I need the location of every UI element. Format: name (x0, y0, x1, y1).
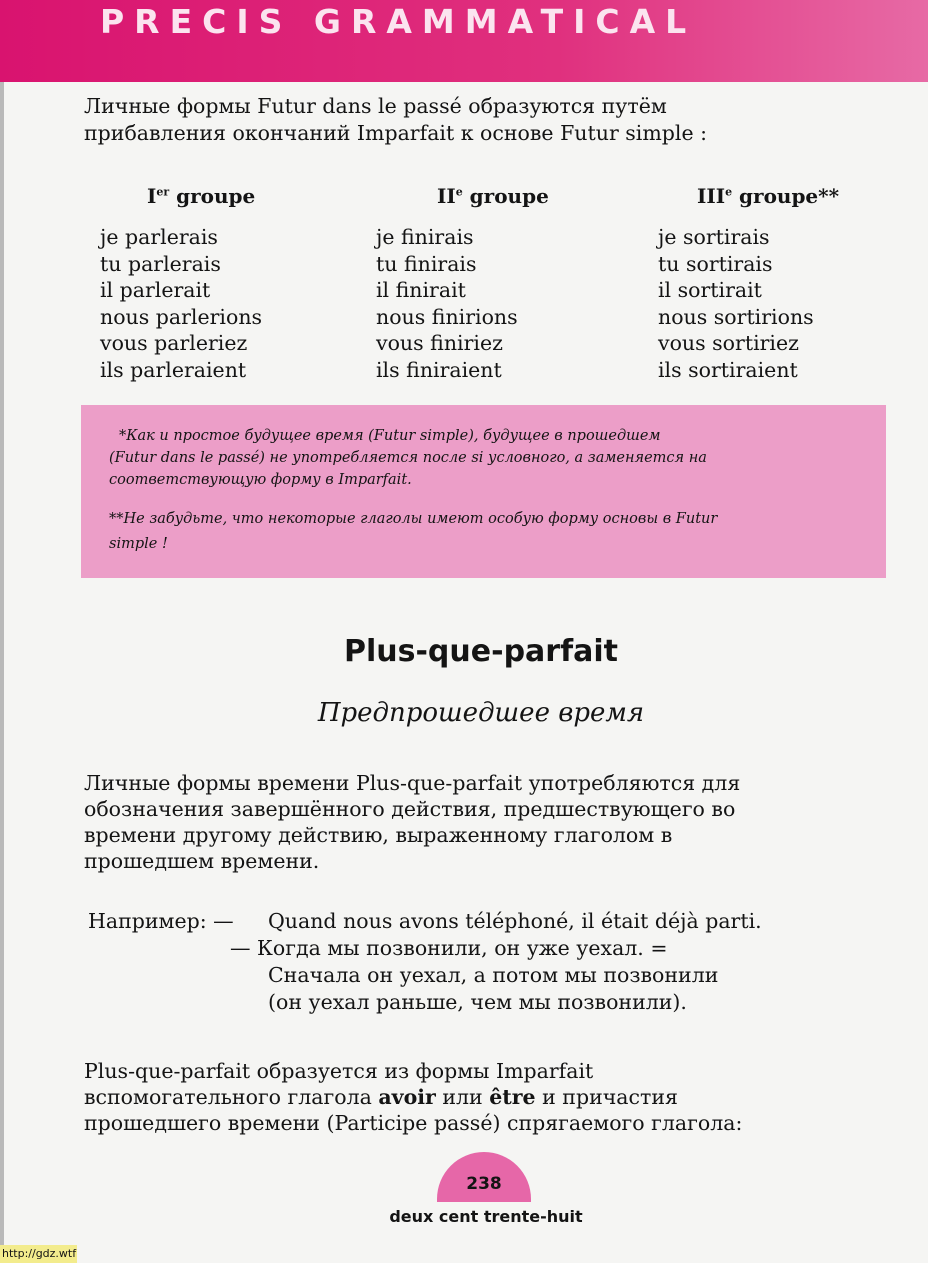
note-line: (Futur dans le passé) не употребляется после si условного, а заменяется на (109, 450, 707, 466)
paragraph-line: времени другому действию, выраженному глаголом в (84, 823, 673, 847)
section-subtitle: Предпрошедшее время (317, 698, 645, 728)
formation-line-2: вспомогательного глагола avoir или être и причастия (84, 1085, 678, 1109)
page-edge (0, 0, 4, 1245)
formation-line-1: Plus-que-parfait образуется из формы Imparfait (84, 1059, 594, 1083)
header-band (0, 0, 928, 82)
watermark-link[interactable]: http://gdz.wtf (0, 1245, 77, 1263)
note-line: *Как и простое будущее время (Futur simple), будущее в прошедшем (119, 428, 661, 444)
paragraph-line: Личные формы времени Plus-que-parfait употребляются для (84, 771, 741, 795)
example-label: Например: — (88, 909, 234, 933)
paragraph-line: прошедшем времени. (84, 849, 320, 873)
group-2-header: IIe groupe (437, 184, 549, 208)
group-2-forms: je finirais tu finirais il finirait nous finirions vous finiriez ils finiraient (376, 225, 518, 382)
group-3-header: IIIe groupe** (697, 184, 840, 208)
intro-line-2: прибавления окончаний Imparfait к основе Futur simple : (84, 121, 708, 145)
paragraph-line: обозначения завершённого действия, предшествующего во (84, 797, 736, 821)
page-number-badge (437, 1152, 531, 1202)
group-1-forms: je parlerais tu parlerais il parlerait nous parlerions vous parleriez ils parleraient (100, 225, 263, 382)
formation-line-3: прошедшего времени (Participe passé) спрягаемого глагола: (84, 1111, 743, 1135)
example-block: Quand nous avons téléphoné, il était déjà parti. — Когда мы позвонили, он уже уехал. = Сначала он уехал, а потом мы позвонили (он уехал раньше, чем мы позвонили). (230, 909, 762, 1014)
note-line: **Не забудьте, что некоторые глаголы имеют особую форму основы в Futur (109, 511, 718, 527)
page-number-words: deux cent trente-huit (389, 1207, 583, 1226)
note-box (81, 405, 886, 578)
group-3-forms: je sortirais tu sortirais il sortirait nous sortirions vous sortiriez ils sortiraient (658, 225, 814, 382)
header-title: PRECIS GRAMMATICAL (100, 2, 697, 41)
note-line: simple ! (109, 536, 168, 552)
group-1-header: Ier groupe (147, 184, 256, 208)
section-title: Plus-que-parfait (344, 634, 618, 669)
note-line: соответствующую форму в Imparfait. (109, 472, 412, 488)
intro-line-1: Личные формы Futur dans le passé образуются путём (84, 94, 667, 118)
page-number: 238 (466, 1174, 502, 1194)
